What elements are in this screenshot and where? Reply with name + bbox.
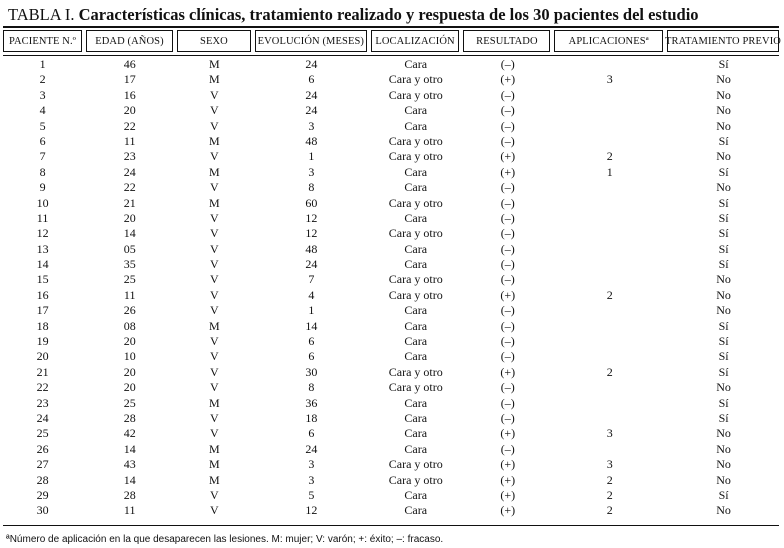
table-row [3, 349, 779, 364]
cell-evolution: 3 [308, 457, 315, 472]
cell-applications [555, 226, 664, 241]
table-row [3, 57, 779, 72]
table-caption-title: Características clínicas, tratamiento realizado y respuesta de los 30 pacientes del estudio [78, 5, 699, 24]
table-row [3, 180, 779, 195]
cell-sex: M [208, 72, 220, 87]
cell-location: Cara y otro [388, 364, 443, 379]
cell-result: (–) [500, 226, 515, 241]
cell-result: (–) [500, 180, 515, 195]
cell-applications: 2 [606, 503, 613, 518]
cell-applications: 2 [606, 472, 613, 487]
cell-location: Cara y otro [388, 272, 443, 287]
table-row [3, 380, 779, 395]
cell-previous-treatment: Sí [718, 226, 729, 241]
table-row [3, 303, 779, 318]
cell-applications [555, 319, 664, 334]
cell-evolution: 48 [305, 241, 318, 256]
cell-patient-number: 14 [36, 257, 49, 272]
cell-previous-treatment: No [716, 426, 731, 441]
cell-previous-treatment: No [716, 180, 731, 195]
cell-evolution: 30 [305, 364, 318, 379]
cell-sex: V [209, 487, 219, 502]
cell-evolution: 6 [308, 349, 315, 364]
cell-location: Cara y otro [388, 457, 443, 472]
cell-previous-treatment: No [716, 87, 731, 102]
cell-result: (+) [500, 472, 516, 487]
cell-age: 43 [123, 457, 136, 472]
column-header-result: RESULTADO [463, 30, 550, 52]
table-body [3, 57, 779, 519]
table-row [3, 473, 779, 488]
table-row [3, 411, 779, 426]
column-header-sex: SEXO [177, 30, 251, 52]
table-row [3, 426, 779, 441]
cell-sex: M [208, 441, 220, 456]
table-row [3, 288, 779, 303]
cell-sex: V [209, 103, 219, 118]
cell-location: Cara [404, 349, 428, 364]
cell-result: (–) [500, 380, 515, 395]
cell-previous-treatment: Sí [718, 257, 729, 272]
cell-location: Cara [404, 426, 428, 441]
cell-location: Cara [404, 410, 428, 425]
cell-evolution: 6 [308, 72, 315, 87]
header-rule [3, 55, 779, 56]
column-header-age: EDAD (AÑOS) [86, 30, 173, 52]
table-header [3, 30, 779, 52]
cell-age: 20 [123, 380, 136, 395]
cell-sex: V [209, 349, 219, 364]
cell-applications [555, 196, 664, 211]
cell-sex: V [209, 380, 219, 395]
cell-result: (+) [500, 457, 516, 472]
cell-patient-number: 8 [39, 164, 46, 179]
cell-age: 14 [123, 226, 136, 241]
cell-evolution: 60 [305, 195, 318, 210]
cell-previous-treatment: No [716, 472, 731, 487]
cell-location: Cara [404, 210, 428, 225]
cell-sex: V [209, 364, 219, 379]
table-row [3, 149, 779, 164]
cell-age: 20 [123, 103, 136, 118]
table-row [3, 272, 779, 287]
cell-sex: V [209, 334, 219, 349]
table-row [3, 503, 779, 518]
cell-patient-number: 16 [36, 287, 49, 302]
cell-applications [555, 257, 664, 272]
cell-evolution: 14 [305, 318, 318, 333]
cell-result: (–) [500, 303, 515, 318]
cell-evolution: 6 [308, 426, 315, 441]
cell-sex: V [209, 241, 219, 256]
cell-previous-treatment: No [716, 457, 731, 472]
cell-patient-number: 3 [39, 87, 46, 102]
cell-previous-treatment: Sí [718, 318, 729, 333]
cell-sex: V [209, 287, 219, 302]
cell-age: 14 [123, 472, 136, 487]
cell-location: Cara [404, 503, 428, 518]
cell-sex: V [209, 226, 219, 241]
cell-location: Cara [404, 334, 428, 349]
cell-previous-treatment: Sí [718, 241, 729, 256]
cell-result: (–) [500, 195, 515, 210]
cell-sex: V [209, 149, 219, 164]
cell-result: (–) [500, 241, 515, 256]
column-header-applications: APLICACIONESª [554, 30, 663, 52]
cell-evolution: 1 [308, 149, 315, 164]
table-row [3, 334, 779, 349]
cell-patient-number: 10 [36, 195, 49, 210]
table-row [3, 257, 779, 272]
cell-evolution: 18 [305, 410, 318, 425]
table-caption-label: TABLA I. [8, 5, 75, 24]
cell-sex: M [208, 195, 220, 210]
column-header-patient: PACIENTE N.º [3, 30, 82, 52]
cell-applications [555, 211, 664, 226]
table-row [3, 88, 779, 103]
cell-applications [555, 134, 664, 149]
table-row [3, 457, 779, 472]
cell-evolution: 36 [305, 395, 318, 410]
cell-result: (+) [500, 72, 516, 87]
cell-age: 22 [123, 118, 136, 133]
cell-sex: V [209, 426, 219, 441]
cell-sex: M [208, 457, 220, 472]
cell-location: Cara [404, 103, 428, 118]
cell-evolution: 8 [308, 380, 315, 395]
cell-sex: V [209, 410, 219, 425]
cell-applications [555, 349, 664, 364]
cell-location: Cara y otro [388, 133, 443, 148]
cell-previous-treatment: No [716, 149, 731, 164]
cell-age: 23 [123, 149, 136, 164]
cell-sex: V [209, 503, 219, 518]
cell-age: 20 [123, 334, 136, 349]
cell-age: 08 [123, 318, 136, 333]
cell-previous-treatment: No [716, 72, 731, 87]
cell-age: 42 [123, 426, 136, 441]
table-row [3, 134, 779, 149]
cell-sex: V [209, 180, 219, 195]
cell-patient-number: 17 [36, 303, 49, 318]
cell-age: 28 [123, 487, 136, 502]
cell-previous-treatment: Sí [718, 487, 729, 502]
cell-applications: 2 [606, 149, 613, 164]
cell-result: (+) [500, 149, 516, 164]
cell-applications [555, 396, 664, 411]
table-row [3, 226, 779, 241]
top-rule [3, 26, 779, 28]
cell-location: Cara [404, 395, 428, 410]
cell-patient-number: 12 [36, 226, 49, 241]
cell-evolution: 8 [308, 180, 315, 195]
cell-age: 10 [123, 349, 136, 364]
cell-patient-number: 23 [36, 395, 49, 410]
cell-location: Cara y otro [388, 149, 443, 164]
table-caption [8, 5, 699, 25]
cell-applications [555, 303, 664, 318]
column-header-previous-treatment: TRATAMIENTO PREVIO [667, 30, 779, 52]
cell-age: 35 [123, 257, 136, 272]
cell-patient-number: 13 [36, 241, 49, 256]
cell-age: 25 [123, 272, 136, 287]
cell-sex: V [209, 118, 219, 133]
cell-age: 21 [123, 195, 136, 210]
cell-result: (–) [500, 210, 515, 225]
cell-evolution: 3 [308, 472, 315, 487]
cell-applications [555, 411, 664, 426]
cell-location: Cara y otro [388, 87, 443, 102]
cell-location: Cara [404, 241, 428, 256]
cell-previous-treatment: Sí [718, 57, 729, 71]
cell-age: 17 [123, 72, 136, 87]
cell-patient-number: 26 [36, 441, 49, 456]
cell-patient-number: 15 [36, 272, 49, 287]
cell-age: 25 [123, 395, 136, 410]
cell-patient-number: 7 [39, 149, 46, 164]
cell-previous-treatment: Sí [718, 195, 729, 210]
cell-evolution: 24 [305, 103, 318, 118]
cell-sex: M [208, 318, 220, 333]
cell-location: Cara y otro [388, 287, 443, 302]
cell-location: Cara [404, 57, 428, 71]
cell-applications [555, 180, 664, 195]
cell-patient-number: 6 [39, 133, 46, 148]
cell-location: Cara [404, 318, 428, 333]
cell-patient-number: 18 [36, 318, 49, 333]
cell-evolution: 24 [305, 441, 318, 456]
cell-patient-number: 29 [36, 487, 49, 502]
cell-result: (–) [500, 272, 515, 287]
cell-applications [555, 103, 664, 118]
cell-age: 11 [123, 503, 136, 518]
cell-previous-treatment: No [716, 303, 731, 318]
cell-patient-number: 1 [39, 57, 46, 71]
table-row [3, 488, 779, 503]
cell-applications [555, 272, 664, 287]
cell-location: Cara [404, 180, 428, 195]
cell-evolution: 6 [308, 334, 315, 349]
cell-patient-number: 20 [36, 349, 49, 364]
cell-location: Cara [404, 164, 428, 179]
cell-applications: 3 [606, 457, 613, 472]
cell-patient-number: 27 [36, 457, 49, 472]
cell-location: Cara [404, 487, 428, 502]
cell-patient-number: 5 [39, 118, 46, 133]
cell-previous-treatment: No [716, 287, 731, 302]
cell-previous-treatment: Sí [718, 395, 729, 410]
cell-sex: M [208, 133, 220, 148]
cell-age: 28 [123, 410, 136, 425]
cell-previous-treatment: No [716, 118, 731, 133]
cell-location: Cara [404, 118, 428, 133]
cell-applications [555, 380, 664, 395]
cell-result: (–) [500, 57, 515, 71]
cell-result: (+) [500, 487, 516, 502]
bottom-rule [3, 525, 779, 526]
cell-age: 22 [123, 180, 136, 195]
cell-age: 46 [123, 57, 136, 71]
cell-sex: M [208, 57, 220, 71]
cell-location: Cara [404, 441, 428, 456]
cell-result: (–) [500, 334, 515, 349]
cell-location: Cara y otro [388, 195, 443, 210]
cell-evolution: 12 [305, 210, 318, 225]
cell-result: (+) [500, 503, 516, 518]
cell-patient-number: 28 [36, 472, 49, 487]
cell-patient-number: 30 [36, 503, 49, 518]
cell-age: 05 [123, 241, 136, 256]
cell-result: (–) [500, 349, 515, 364]
cell-result: (–) [500, 441, 515, 456]
table-row [3, 103, 779, 118]
table-row [3, 72, 779, 87]
cell-evolution: 12 [305, 503, 318, 518]
cell-previous-treatment: Sí [718, 164, 729, 179]
cell-age: 16 [123, 87, 136, 102]
cell-sex: V [209, 272, 219, 287]
table-row [3, 242, 779, 257]
cell-evolution: 24 [305, 257, 318, 272]
cell-applications [555, 88, 664, 103]
table-row [3, 165, 779, 180]
cell-result: (–) [500, 410, 515, 425]
table-row [3, 211, 779, 226]
cell-evolution: 5 [308, 487, 315, 502]
cell-result: (+) [500, 164, 516, 179]
cell-result: (–) [500, 257, 515, 272]
cell-patient-number: 9 [39, 180, 46, 195]
cell-applications: 2 [606, 287, 613, 302]
cell-result: (+) [500, 426, 516, 441]
cell-age: 11 [123, 133, 136, 148]
cell-previous-treatment: Sí [718, 210, 729, 225]
cell-age: 20 [123, 364, 136, 379]
cell-previous-treatment: Sí [718, 349, 729, 364]
cell-previous-treatment: Sí [718, 364, 729, 379]
cell-previous-treatment: No [716, 441, 731, 456]
table-row [3, 365, 779, 380]
cell-applications: 2 [606, 364, 613, 379]
cell-evolution: 7 [308, 272, 315, 287]
cell-previous-treatment: Sí [718, 410, 729, 425]
cell-age: 26 [123, 303, 136, 318]
cell-location: Cara y otro [388, 72, 443, 87]
cell-result: (+) [500, 287, 516, 302]
cell-location: Cara y otro [388, 226, 443, 241]
table-row [3, 196, 779, 211]
cell-age: 11 [123, 287, 136, 302]
table-row [3, 119, 779, 134]
cell-result: (–) [500, 133, 515, 148]
cell-result: (+) [500, 364, 516, 379]
cell-age: 20 [123, 210, 136, 225]
column-header-location: LOCALIZACIÓN [371, 30, 460, 52]
cell-sex: M [208, 472, 220, 487]
cell-previous-treatment: No [716, 503, 731, 518]
table-footnote: ªNúmero de aplicación en la que desaparecen las lesiones. M: mujer; V: varón; +: éxito; –: fracaso. [6, 534, 444, 545]
cell-evolution: 3 [308, 118, 315, 133]
table-row [3, 319, 779, 334]
cell-sex: V [209, 257, 219, 272]
cell-result: (–) [500, 87, 515, 102]
cell-location: Cara [404, 257, 428, 272]
cell-previous-treatment: No [716, 103, 731, 118]
cell-applications: 2 [606, 487, 613, 502]
cell-sex: M [208, 164, 220, 179]
cell-location: Cara [404, 303, 428, 318]
cell-evolution: 24 [305, 87, 318, 102]
cell-previous-treatment: Sí [718, 133, 729, 148]
cell-previous-treatment: Sí [718, 334, 729, 349]
cell-applications [555, 119, 664, 134]
cell-age: 14 [123, 441, 136, 456]
cell-evolution: 1 [308, 303, 315, 318]
cell-patient-number: 11 [36, 210, 49, 225]
cell-applications: 3 [606, 426, 613, 441]
cell-patient-number: 22 [36, 380, 49, 395]
cell-result: (–) [500, 103, 515, 118]
cell-patient-number: 25 [36, 426, 49, 441]
cell-location: Cara y otro [388, 472, 443, 487]
cell-evolution: 24 [305, 57, 318, 71]
cell-applications: 3 [606, 72, 613, 87]
cell-applications [555, 57, 664, 72]
cell-evolution: 12 [305, 226, 318, 241]
cell-location: Cara y otro [388, 380, 443, 395]
cell-applications [555, 242, 664, 257]
cell-sex: V [209, 87, 219, 102]
cell-patient-number: 21 [36, 364, 49, 379]
cell-evolution: 4 [308, 287, 315, 302]
cell-result: (–) [500, 395, 515, 410]
cell-patient-number: 24 [36, 410, 49, 425]
cell-applications [555, 442, 664, 457]
cell-patient-number: 4 [39, 103, 46, 118]
cell-applications: 1 [606, 164, 613, 179]
table-row [3, 396, 779, 411]
column-header-evolution: EVOLUCIÓN (MESES) [255, 30, 367, 52]
cell-patient-number: 19 [36, 334, 49, 349]
cell-age: 24 [123, 164, 136, 179]
cell-patient-number: 2 [39, 72, 46, 87]
cell-applications [555, 334, 664, 349]
cell-sex: M [208, 395, 220, 410]
cell-evolution: 48 [305, 133, 318, 148]
cell-evolution: 3 [308, 164, 315, 179]
cell-previous-treatment: No [716, 272, 731, 287]
cell-sex: V [209, 210, 219, 225]
cell-previous-treatment: No [716, 380, 731, 395]
cell-result: (–) [500, 118, 515, 133]
cell-result: (–) [500, 318, 515, 333]
table-row [3, 442, 779, 457]
cell-sex: V [209, 303, 219, 318]
